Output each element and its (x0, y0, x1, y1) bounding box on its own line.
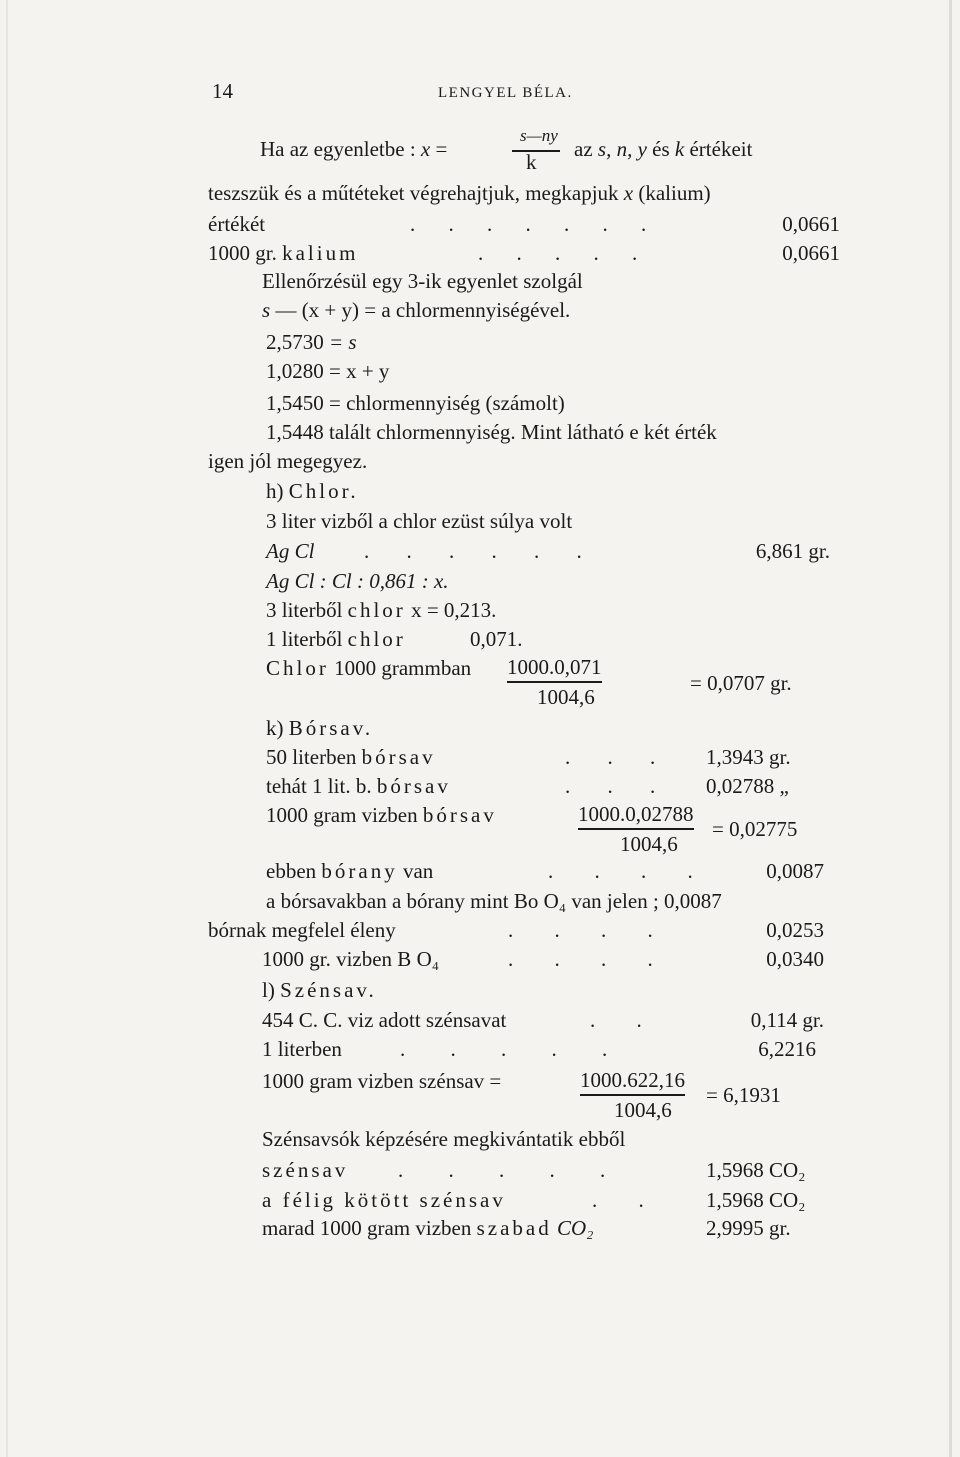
line-17-spaced: chlor (347, 627, 406, 651)
line-23-label: ebben (266, 859, 317, 883)
fraction-1-numerator: s—ny (512, 124, 560, 152)
line-23-spaced: bórany (321, 859, 398, 883)
text-line-20 (266, 744, 436, 770)
line-30-label: 1000 gram vizben szénsav = (262, 1069, 502, 1093)
line-21-label: tehát 1 lit. b. (266, 774, 372, 798)
line-32-dots: . . . . . (398, 1158, 626, 1182)
line-3-label: értékét (208, 212, 266, 236)
line-1-k: k (674, 137, 685, 161)
line-14-value: 6,861 gr. (755, 539, 830, 563)
text-line-31: Szénsavsók képzésére megkivántatik ebből (262, 1127, 626, 1151)
line-21-dots: . . . (565, 774, 672, 798)
line-17-prefix: 1 literből (266, 627, 343, 651)
line-6-text: — (x + y) = a chlormennyiségével. (275, 298, 571, 322)
line-29-label: 1 literben (262, 1037, 342, 1061)
line-14-label: Ag Cl (266, 539, 315, 563)
fraction-22-numerator: 1000.0,02788 (578, 802, 694, 830)
text-line-24: a bórsavakban a bórany mint Bo O₄ van jelen ; 0,0087 (266, 889, 722, 913)
line-17-value: 0,071. (470, 627, 523, 651)
line-29-dots: . . . . . (400, 1037, 628, 1061)
line-22-label: 1000 gram vizben (266, 803, 418, 827)
line-33-label: a félig kötött szénsav (262, 1188, 506, 1212)
line-20-value: 1,3943 gr. (706, 745, 791, 769)
section-h-title: Chlor. (288, 479, 359, 503)
line-16-tail: x = 0,213. (411, 598, 497, 622)
line-22-spaced: bórsav (422, 803, 497, 827)
line-4-spaced: kalium (282, 241, 359, 265)
text-line-10: 1,5448 talált chlormennyiség. Mint látható e két érték (266, 420, 717, 444)
text-line-23 (266, 858, 433, 884)
line-18-result: = 0,0707 gr. (690, 671, 792, 695)
line-4-label: 1000 gr. (208, 241, 277, 265)
line-21-value: 0,02788 „ (706, 774, 789, 798)
line-28-dots: . . (590, 1008, 660, 1032)
section-k-title: Bórsav. (288, 716, 374, 740)
line-20-spaced: bórsav (361, 745, 436, 769)
page-edge-right (949, 0, 952, 1457)
text-line-7 (266, 329, 357, 355)
line-1-eq: = (435, 137, 448, 161)
line-7-value: 2,5730 (266, 330, 324, 354)
line-21-spaced: bórsav (376, 774, 451, 798)
text-line-1-tail (574, 136, 752, 162)
line-32-label: szénsav (262, 1158, 349, 1182)
line-22-result: = 0,02775 (712, 817, 798, 841)
text-line-6 (262, 297, 570, 323)
line-32-value: 1,5968 CO₂ (706, 1158, 806, 1182)
line-1-es: és (652, 137, 670, 161)
line-34-value: 2,9995 gr. (706, 1216, 791, 1240)
section-h-prefix: h) (266, 479, 284, 503)
page-number: 14 (212, 79, 233, 103)
line-1-x: x (420, 137, 431, 161)
fraction-22-denominator: 1004,6 (620, 832, 678, 856)
line-1-prefix: Ha az egyenletbe : (260, 137, 416, 161)
line-23-tail: van (402, 859, 434, 883)
text-line-11: igen jól megegyez. (208, 449, 368, 473)
text-line-15: Ag Cl : Cl : 0,861 : x. (266, 569, 449, 593)
running-title: LENGYEL BÉLA. (438, 85, 573, 101)
line-33-value: 1,5968 CO₂ (706, 1188, 806, 1212)
line-2-x: x (623, 181, 634, 205)
line-28-value: 0,114 gr. (750, 1008, 824, 1032)
line-30-result: = 6,1931 (706, 1083, 781, 1107)
text-line-4 (208, 240, 358, 266)
line-16-prefix: 3 literből (266, 598, 343, 622)
text-line-17 (266, 626, 406, 652)
line-33-dots: . . (592, 1188, 662, 1212)
line-20-label: 50 literben (266, 745, 357, 769)
text-line-21 (266, 773, 451, 799)
line-6-s: s (262, 298, 271, 322)
line-14-dots: . . . . . . (364, 539, 598, 563)
line-34-label: marad 1000 gram vizben (262, 1216, 472, 1240)
line-25-dots: . . . . (508, 918, 671, 942)
line-34-spaced: szabad (476, 1216, 552, 1240)
line-4-dots: . . . . . (478, 241, 652, 265)
text-line-16 (266, 597, 496, 623)
line-34-co2: CO₂ (556, 1216, 594, 1240)
line-1-vars: s, n, y (597, 137, 647, 161)
fraction-30-numerator: 1000.622,16 (580, 1068, 685, 1096)
text-line-2 (208, 180, 711, 206)
section-heading-k (266, 715, 373, 741)
line-4-value: 0,0661 (782, 241, 840, 265)
section-heading-l (262, 977, 377, 1003)
line-1-tail: értékeit (689, 137, 753, 161)
text-line-18 (266, 655, 471, 681)
text-line-9: 1,5450 = chlormennyiség (számolt) (266, 391, 565, 415)
line-25-value: 0,0253 (766, 918, 824, 942)
section-l-prefix: l) (262, 978, 275, 1002)
fraction-18-denominator: 1004,6 (537, 685, 595, 709)
section-k-prefix: k) (266, 716, 284, 740)
fraction-30-denominator: 1004,6 (614, 1098, 672, 1122)
line-28-label: 454 C. C. viz adott szénsavat (262, 1008, 507, 1032)
line-2-text: teszszük és a műtéteket végrehajtjuk, megkapjuk (208, 181, 619, 205)
line-18-mid: 1000 grammban (334, 656, 472, 680)
line-29-value: 6,2216 (758, 1037, 816, 1061)
line-7-eq: = s (329, 330, 357, 354)
line-25-label: bórnak megfelel éleny (208, 918, 396, 942)
section-l-title: Szénsav. (280, 978, 377, 1002)
line-18-spaced: Chlor (266, 656, 329, 680)
text-line-22 (266, 802, 497, 828)
line-26-value: 0,0340 (766, 947, 824, 971)
fraction-1-denominator: k (526, 150, 537, 174)
line-1-az: az (574, 137, 593, 161)
text-line-1 (260, 136, 447, 162)
line-3-value: 0,0661 (782, 212, 840, 236)
line-3-dots: . . . . . . . (410, 212, 661, 236)
fraction-18-numerator: 1000.0,071 (507, 655, 602, 683)
text-line-5: Ellenőrzésül egy 3-ik egyenlet szolgál (262, 269, 583, 293)
line-20-dots: . . . (565, 745, 672, 769)
text-line-34 (262, 1215, 593, 1241)
line-23-dots: . . . . (548, 859, 711, 883)
section-heading-h (266, 478, 359, 504)
text-line-8: 1,0280 = x + y (266, 359, 390, 383)
line-16-spaced: chlor (347, 598, 406, 622)
line-23-value: 0,0087 (766, 859, 824, 883)
line-26-dots: . . . . (508, 947, 671, 971)
text-line-13: 3 liter vizből a chlor ezüst súlya volt (266, 509, 573, 533)
line-26-label: 1000 gr. vizben B O₄ (262, 947, 440, 971)
line-2-tail: (kalium) (638, 181, 711, 205)
page-edge-left (6, 0, 8, 1457)
